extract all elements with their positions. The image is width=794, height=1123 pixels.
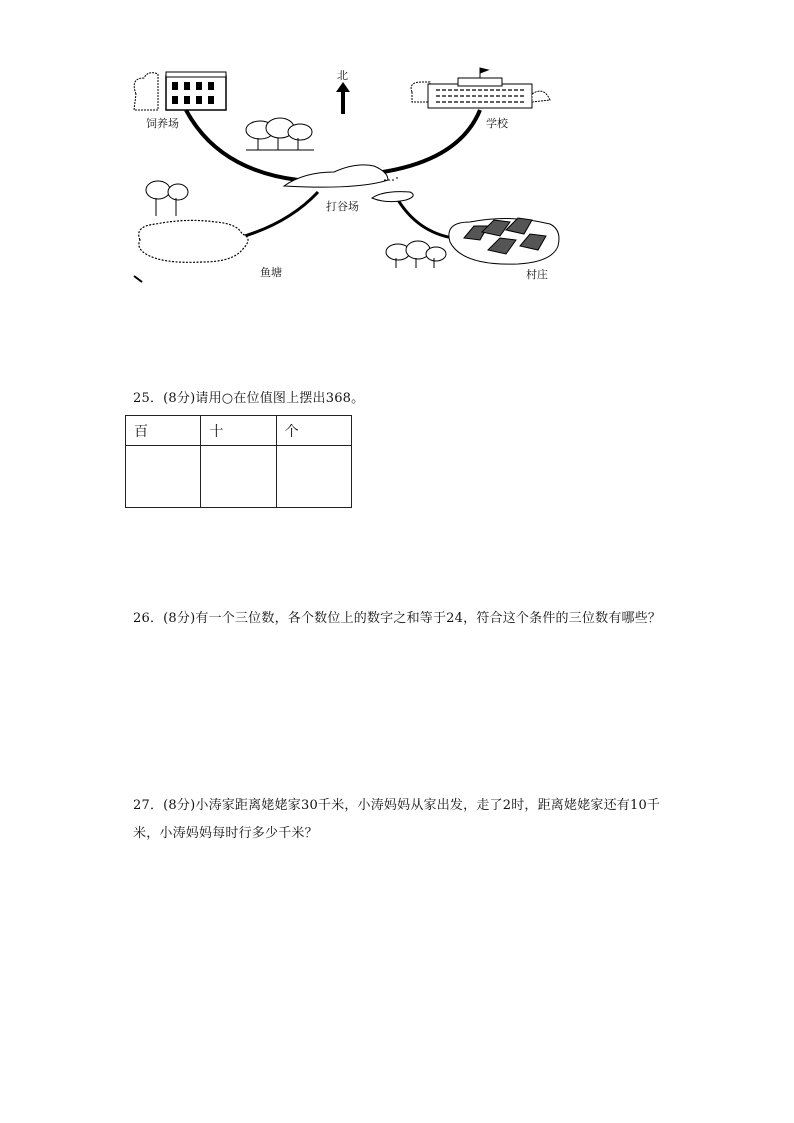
cell-hundreds[interactable]: [126, 446, 201, 508]
road-school-to-threshing: [368, 110, 480, 174]
cell-ones[interactable]: [276, 446, 351, 508]
farm-building-icon: [134, 72, 226, 110]
question-text: 小涛家距离姥姥家30千米，小涛妈妈从家出发，走了2时，距离姥姥家还有10千米，小涛妈妈每时行多少千米？: [133, 798, 661, 841]
tree-pair-icon: [146, 181, 188, 216]
question-text: 有一个三位数，各个数位上的数字之和等于24，符合这个条件的三位数有哪些？: [195, 611, 662, 626]
question-number: 27．: [133, 798, 164, 813]
cell-tens[interactable]: [201, 446, 276, 508]
label-north: 北: [337, 69, 348, 82]
village-houses-icon: [449, 218, 559, 264]
question-score: (8分): [163, 391, 196, 406]
question-number: 25．: [133, 391, 164, 406]
question-score: (8分): [163, 611, 196, 626]
tree-cluster-icon: [386, 241, 446, 268]
map-figure: [128, 62, 568, 284]
question-25: [133, 385, 364, 413]
school-building-icon: [411, 68, 550, 108]
label-village: 村庄: [526, 268, 548, 281]
road-threshing-to-village: [398, 200, 453, 238]
question-text: 请用○在位值图上摆出368。: [195, 391, 365, 406]
place-value-table: [125, 415, 352, 508]
question-27: [133, 792, 668, 848]
header-hundreds: 百: [126, 416, 201, 446]
north-arrow-icon: [336, 82, 350, 114]
road-threshing-to-pond: [238, 192, 318, 238]
label-farm: 饲养场: [146, 117, 179, 130]
label-fish-pond: 鱼塘: [260, 266, 282, 279]
question-score: (8分): [163, 798, 196, 813]
header-ones: 个: [276, 416, 351, 446]
tree-cluster-icon: [246, 118, 314, 150]
question-number: 26．: [133, 611, 164, 626]
fish-pond-icon: [139, 220, 248, 262]
question-26: [133, 605, 668, 633]
label-school: 学校: [486, 117, 508, 130]
label-threshing-ground: 打谷场: [326, 200, 359, 213]
header-tens: 十: [201, 416, 276, 446]
